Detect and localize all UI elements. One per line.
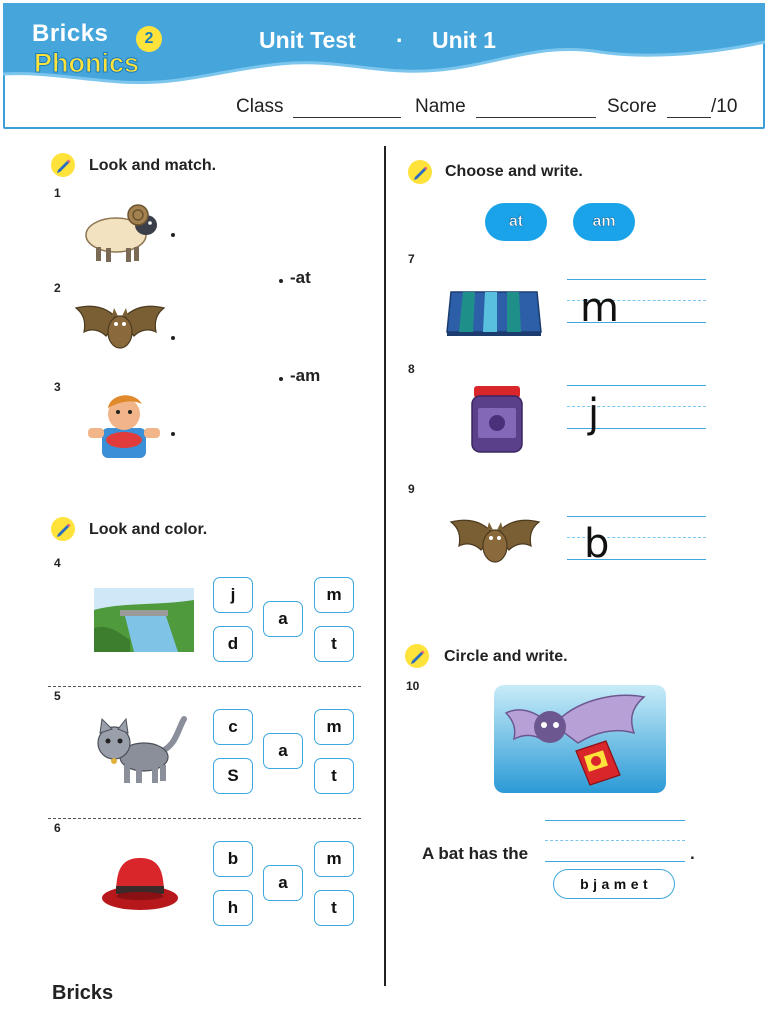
name-field[interactable]: [476, 117, 596, 118]
question-number: 10: [406, 679, 420, 693]
bat-with-jam-image: [494, 685, 666, 793]
letter-tile[interactable]: h: [213, 890, 253, 926]
jam-jar-image: [468, 384, 526, 454]
page-title: Unit Test: [259, 27, 356, 53]
score-total: /10: [711, 96, 738, 117]
letter-tile[interactable]: d: [213, 626, 253, 662]
pencil-icon: [50, 152, 76, 178]
match-dot[interactable]: [279, 377, 283, 381]
start-letter: j: [588, 391, 600, 437]
start-letter: m: [580, 285, 619, 331]
pencil-icon: [404, 643, 430, 669]
match-option-am: -am: [290, 366, 321, 385]
mat-image: [445, 288, 543, 338]
class-field[interactable]: [293, 117, 401, 118]
name-label: Name: [415, 96, 466, 117]
section-title-choose: Choose and write.: [445, 163, 583, 180]
section-divider: [48, 818, 361, 819]
match-dot[interactable]: [171, 432, 175, 436]
match-dot[interactable]: [279, 279, 283, 283]
answer-field[interactable]: [620, 517, 706, 559]
pencil-icon: [407, 159, 433, 185]
answer-field[interactable]: [545, 821, 685, 861]
score-field[interactable]: [667, 117, 711, 118]
question-number: 3: [54, 380, 61, 394]
sam-boy-image: [82, 390, 166, 460]
letter-tile[interactable]: c: [213, 709, 253, 745]
choice-pill-am[interactable]: am: [573, 203, 635, 241]
question-number: 5: [54, 689, 61, 703]
section-divider: [48, 686, 361, 687]
letter-tile[interactable]: m: [314, 709, 354, 745]
letter-tile[interactable]: S: [213, 758, 253, 794]
section-title-match: Look and match.: [89, 157, 217, 174]
letter-tile[interactable]: t: [314, 626, 354, 662]
question-number: 2: [54, 281, 61, 295]
section-title-circle: Circle and write.: [444, 648, 568, 665]
letter-tile[interactable]: j: [213, 577, 253, 613]
letter-tile[interactable]: m: [314, 841, 354, 877]
question-number: 1: [54, 186, 61, 200]
question-number: 8: [408, 362, 415, 376]
question-number: 9: [408, 482, 415, 496]
brand-logo-top: Bricks: [32, 20, 109, 47]
unit-title: Unit 1: [432, 27, 496, 53]
bat-image: [448, 514, 542, 568]
sentence-prompt: A bat has the: [422, 844, 529, 863]
answer-field[interactable]: [620, 280, 706, 322]
match-option-at: -at: [290, 268, 311, 287]
level-badge: 2: [136, 26, 162, 52]
hat-image: [100, 852, 180, 914]
bat-image: [74, 300, 166, 354]
dam-image: [94, 588, 194, 652]
choice-pill-at[interactable]: at: [485, 203, 547, 241]
write-line-base: [545, 861, 685, 862]
ram-image: [80, 195, 164, 265]
letter-tile[interactable]: t: [314, 890, 354, 926]
start-letter: b: [584, 521, 610, 567]
sentence-period: .: [690, 844, 695, 863]
class-label: Class: [236, 96, 284, 117]
letter-tile[interactable]: a: [263, 601, 303, 637]
letter-tile[interactable]: t: [314, 758, 354, 794]
cat-image: [92, 715, 188, 787]
score-label: Score: [607, 96, 657, 117]
match-dot[interactable]: [171, 233, 175, 237]
letter-tile[interactable]: m: [314, 577, 354, 613]
column-divider: [384, 146, 386, 986]
title-separator: ·: [396, 27, 404, 53]
letter-tile[interactable]: a: [263, 733, 303, 769]
letter-tile[interactable]: a: [263, 865, 303, 901]
question-number: 7: [408, 252, 415, 266]
brand-logo-bottom: Phonics: [34, 48, 140, 78]
letter-scramble[interactable]: b j a m e t: [553, 869, 675, 899]
pencil-icon: [50, 516, 76, 542]
section-title-color: Look and color.: [89, 521, 208, 538]
match-dot[interactable]: [171, 336, 175, 340]
question-number: 4: [54, 556, 61, 570]
footer-brand-logo: Bricks: [52, 982, 114, 1004]
question-number: 6: [54, 821, 61, 835]
letter-tile[interactable]: b: [213, 841, 253, 877]
answer-field[interactable]: [620, 386, 706, 428]
